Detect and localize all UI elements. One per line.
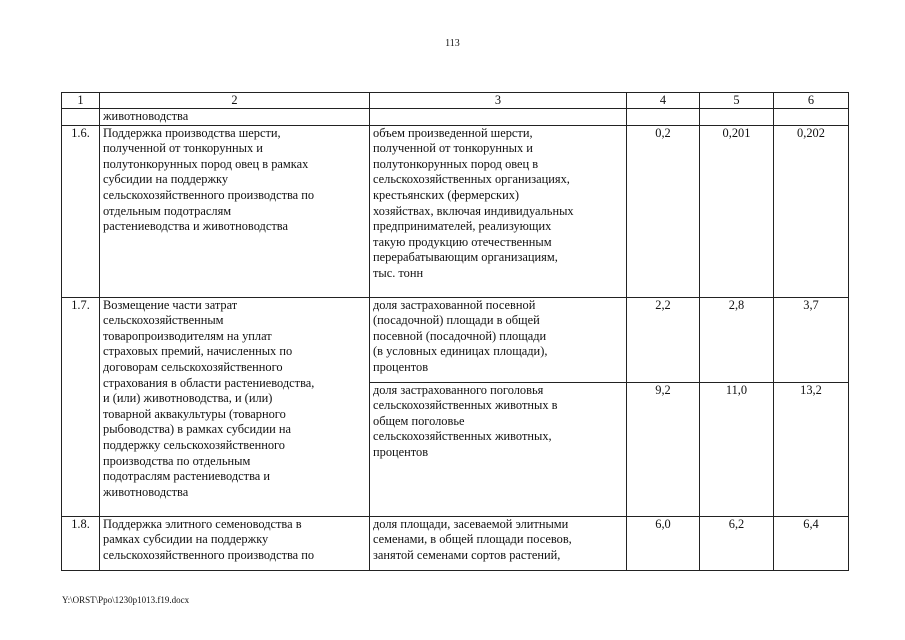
value-cell: 6,2 bbox=[700, 516, 774, 570]
column-header: 3 bbox=[370, 93, 627, 109]
value-cell: 0,201 bbox=[700, 125, 774, 297]
indicator-cell bbox=[370, 109, 627, 126]
column-header: 5 bbox=[700, 93, 774, 109]
indicator-cell: доля застрахованной посевной (посадочной) площади в общей посевной (посадочной) площади (в условных единицах площади), процентов bbox=[370, 297, 627, 382]
value-cell: 6,4 bbox=[774, 516, 849, 570]
value-cell: 0,202 bbox=[774, 125, 849, 297]
document-path-footer: Y:\ORST\Ppo\1230p1013.f19.docx bbox=[62, 595, 190, 605]
program-cell: животноводства bbox=[100, 109, 370, 126]
value-cell: 9,2 bbox=[627, 382, 700, 516]
value-cell: 0,2 bbox=[627, 125, 700, 297]
value-cell: 6,0 bbox=[627, 516, 700, 570]
column-header: 2 bbox=[100, 93, 370, 109]
program-cell: Поддержка производства шерсти, полученной от тонкорунных и полутонкорунных пород овец в рамках субсидии на поддержку сельскохозяйственного производства по отдельным подотраслям растениеводства и животноводства bbox=[100, 125, 370, 297]
value-cell: 2,2 bbox=[627, 297, 700, 382]
indicators-table bbox=[61, 92, 849, 571]
table-row-continuation bbox=[62, 109, 849, 126]
table-header-row bbox=[62, 93, 849, 109]
column-header: 1 bbox=[62, 93, 100, 109]
column-header: 6 bbox=[774, 93, 849, 109]
table-row bbox=[62, 125, 849, 297]
row-number: 1.6. bbox=[62, 125, 100, 297]
column-header: 4 bbox=[627, 93, 700, 109]
table-row bbox=[62, 516, 849, 570]
value-cell: 2,8 bbox=[700, 297, 774, 382]
value-cell: 11,0 bbox=[700, 382, 774, 516]
row-number: 1.8. bbox=[62, 516, 100, 570]
value-cell: 3,7 bbox=[774, 297, 849, 382]
indicator-cell: объем произведенной шерсти, полученной от тонкорунных и полутонкорунных пород овец в сельскохозяйственных организациях, крестьянских (фермерских) хозяйствах, включая индивидуальных предпринимателей, реализующих такую продукцию отечественным перерабатывающим организациям, тыс. тонн bbox=[370, 125, 627, 297]
value-cell: 13,2 bbox=[774, 382, 849, 516]
indicator-cell: доля застрахованного поголовья сельскохозяйственных животных в общем поголовье сельскохозяйственных животных, процентов bbox=[370, 382, 627, 516]
indicator-cell: доля площади, засеваемой элитными семенами, в общей площади посевов, занятой семенами сортов растений, bbox=[370, 516, 627, 570]
row-number: 1.7. bbox=[62, 297, 100, 516]
page-number: 113 bbox=[445, 38, 460, 49]
table-row bbox=[62, 297, 849, 382]
program-cell: Поддержка элитного семеноводства в рамках субсидии на поддержку сельскохозяйственного производства по bbox=[100, 516, 370, 570]
program-cell: Возмещение части затрат сельскохозяйственным товаропроизводителям на уплат страховых премий, начисленных по договорам сельскохозяйственного страхования в области растениеводства, и (или) животноводства, и (или) товарной аквакультуры (товарного рыбоводства) в рамках субсидии на поддержку сельскохозяйственного производства по отдельным подотраслям растениеводства и животноводства bbox=[100, 297, 370, 516]
